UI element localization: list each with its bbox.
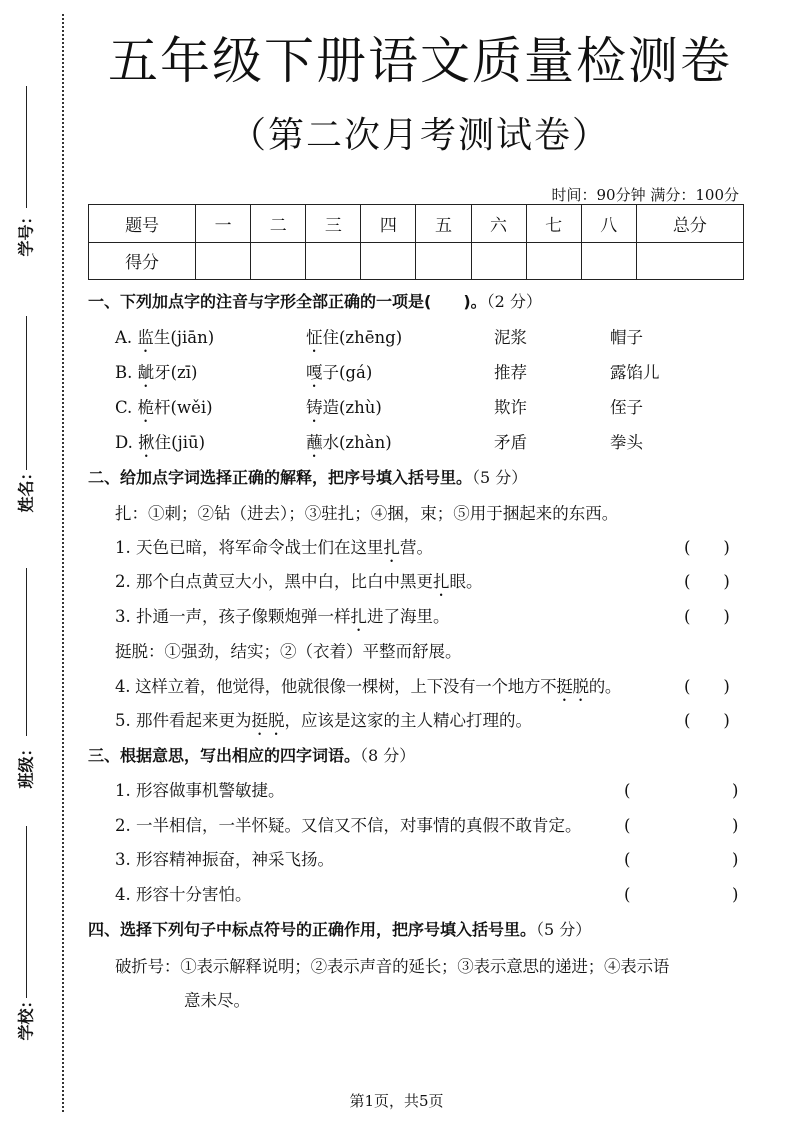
score-input-cell[interactable]: [361, 242, 416, 280]
q1-option-b-1: [115, 361, 197, 391]
school-rule: [26, 826, 27, 998]
q4-dash-definition-cont: 意未尽。: [184, 991, 250, 1010]
q1-option-c-4: 侄子: [610, 398, 643, 417]
option-letter: D.: [115, 433, 139, 452]
score-cell: 题号: [89, 205, 196, 243]
dotted-char: 怔: [306, 328, 323, 347]
answer-blank[interactable]: ( ): [684, 538, 730, 557]
score-cell: 六: [471, 205, 526, 243]
q2-item-1: [115, 536, 433, 566]
q1-option-c-2: [306, 396, 382, 426]
option-letter: A.: [115, 328, 138, 347]
option-word: 杆(wěi): [154, 398, 213, 417]
answer-blank[interactable]: ( ): [684, 711, 730, 730]
dotted-word: 扎: [383, 538, 400, 557]
score-input-cell[interactable]: [251, 242, 306, 280]
item-text: 的。: [588, 677, 622, 696]
item-text: 2. 那个白点黄豆大小，黑中白，比白中黑更: [115, 572, 433, 591]
page-subtitle: （第二次月考测试卷）: [229, 115, 610, 156]
answer-blank[interactable]: ( ): [684, 677, 730, 696]
dotted-char: 蘸: [306, 433, 323, 452]
q1-heading: [88, 290, 542, 314]
score-input-cell[interactable]: [636, 242, 743, 280]
q2-item-5: [115, 709, 532, 739]
score-row-label: 得分: [89, 242, 196, 280]
school-label: 学校：: [16, 992, 36, 1041]
item-text: 进了海里。: [367, 607, 450, 626]
q4-heading: [88, 918, 591, 942]
q1-option-b-3: 推荐: [494, 363, 527, 382]
q2-item-4: [115, 675, 621, 705]
score-input-cell[interactable]: [416, 242, 471, 280]
dotted-word: 挺脱: [251, 711, 285, 730]
q3-item-2: 2. 一半相信，一半怀疑。又信又不信，对事情的真假不敢肯定。: [115, 816, 582, 835]
option-letter: B.: [115, 363, 138, 382]
binding-dotted-line: [62, 14, 64, 1112]
q1-option-d-2: [306, 431, 392, 461]
q2-definition-tingtuo: 挺脱：①强劲，结实；②（衣着）平整而舒展。: [115, 642, 462, 661]
score-cell: 七: [526, 205, 581, 243]
dotted-word: 挺脱: [556, 677, 589, 696]
option-word: 牙(zī): [154, 363, 198, 382]
dotted-char: 嘎: [306, 363, 323, 382]
score-cell: 四: [361, 205, 416, 243]
answer-blank[interactable]: ( ): [684, 572, 730, 591]
q3-points: （8 分）: [360, 746, 416, 765]
dotted-word: 扎: [433, 572, 450, 591]
item-text: 4. 这样立着，他觉得，他就很像一棵树，上下没有一个地方不: [115, 677, 557, 696]
page-number: 第1页，共5页: [349, 1092, 444, 1110]
score-input-cell[interactable]: [581, 242, 636, 280]
answer-paren-right[interactable]: ): [732, 850, 739, 869]
q1-option-a-3: 泥浆: [494, 328, 527, 347]
student-no-label: 学号：: [16, 208, 36, 257]
q2-item-2: [115, 570, 483, 600]
q2-points: （5 分）: [472, 468, 528, 487]
answer-paren-right[interactable]: ): [732, 816, 739, 835]
item-text: 营。: [400, 538, 433, 557]
q1-option-a-2: [306, 326, 402, 356]
dotted-char: 监: [137, 328, 154, 347]
score-input-cell[interactable]: [196, 242, 251, 280]
score-table-header-row: [89, 205, 744, 243]
option-word: 住(zhēng): [322, 328, 403, 347]
class-rule: [26, 568, 27, 736]
q1-option-a-4: 帽子: [610, 328, 643, 347]
item-text: 眼。: [449, 572, 483, 591]
q2-definition-zha: 扎：①刺；②钻（进去）；③驻扎；④捆，束；⑤用于捆起来的东西。: [115, 504, 619, 523]
answer-paren-left[interactable]: (: [624, 816, 631, 835]
option-word: 造(zhù): [322, 398, 382, 417]
q2-item-3: [115, 605, 450, 635]
item-text: 3. 扑通一声，孩子像颗炮弹一样: [115, 607, 351, 626]
q1-option-c-3: 欺诈: [494, 398, 527, 417]
dotted-word: 扎: [350, 607, 367, 626]
q1-option-d-1: [115, 431, 205, 461]
item-text: ，应该是这家的主人精心打理的。: [284, 711, 532, 730]
score-cell: 总分: [636, 205, 743, 243]
option-word: 生(jiān): [153, 328, 215, 347]
name-rule: [26, 316, 27, 470]
q3-item-4: 4. 形容十分害怕。: [115, 885, 252, 904]
q3-text: 三、根据意思，写出相应的四字词语。: [88, 746, 361, 765]
time-score-info: 时间：90分钟 满分：100分: [551, 186, 739, 204]
q1-option-d-3: 矛盾: [494, 433, 527, 452]
score-cell: 八: [581, 205, 636, 243]
score-table-score-row: [89, 242, 744, 280]
answer-paren-left[interactable]: (: [624, 850, 631, 869]
q1-option-a-1: [115, 326, 214, 356]
name-label: 姓名：: [16, 464, 36, 513]
q4-points: （5 分）: [536, 920, 592, 939]
answer-paren-left[interactable]: (: [624, 781, 631, 800]
option-word: 住(jiū): [154, 433, 206, 452]
class-label: 班级：: [16, 740, 36, 789]
q1-option-b-2: [306, 361, 372, 391]
score-cell: 五: [416, 205, 471, 243]
q3-item-1: 1. 形容做事机警敏捷。: [115, 781, 285, 800]
dotted-char: 桅: [137, 398, 155, 417]
score-table: [88, 204, 744, 280]
score-input-cell[interactable]: [471, 242, 526, 280]
page-title: 五年级下册语文质量检测卷: [108, 32, 732, 90]
q1-option-b-4: 露馅儿: [610, 363, 660, 382]
q3-item-3: 3. 形容精神振奋，神采飞扬。: [115, 850, 334, 869]
answer-paren-right[interactable]: ): [732, 781, 739, 800]
option-letter: C.: [115, 398, 138, 417]
q1-text: 一、下列加点字的注音与字形全部正确的一项是( )。: [88, 292, 487, 311]
item-text: 1. 天色已暗，将军命令战士们在这里: [115, 538, 384, 557]
q1-option-d-4: 拳头: [610, 433, 643, 452]
q1-option-c-1: [115, 396, 213, 426]
score-cell: 三: [306, 205, 361, 243]
answer-paren-right[interactable]: ): [732, 885, 739, 904]
q4-dash-definition: 破折号：①表示解释说明；②表示声音的延长；③表示意思的递进；④表示语: [115, 957, 670, 976]
answer-blank[interactable]: ( ): [684, 607, 730, 626]
dotted-char: 龇: [137, 363, 155, 382]
option-word: 水(zhàn): [322, 433, 392, 452]
q4-text: 四、选择下列句子中标点符号的正确作用，把序号填入括号里。: [88, 920, 537, 939]
score-input-cell[interactable]: [526, 242, 581, 280]
score-cell: 一: [196, 205, 251, 243]
student-no-rule: [26, 86, 27, 208]
dotted-char: 铸: [306, 398, 323, 417]
q3-heading: [88, 744, 415, 768]
item-text: 5. 那件看起来更为: [115, 711, 252, 730]
q2-heading: [88, 466, 527, 490]
q1-points: （2 分）: [486, 292, 542, 311]
score-cell: 二: [251, 205, 306, 243]
score-input-cell[interactable]: [306, 242, 361, 280]
option-word: 子(gá): [322, 363, 373, 382]
q2-text: 二、给加点字词选择正确的解释，把序号填入括号里。: [88, 468, 473, 487]
answer-paren-left[interactable]: (: [624, 885, 631, 904]
dotted-char: 揪: [138, 433, 155, 452]
